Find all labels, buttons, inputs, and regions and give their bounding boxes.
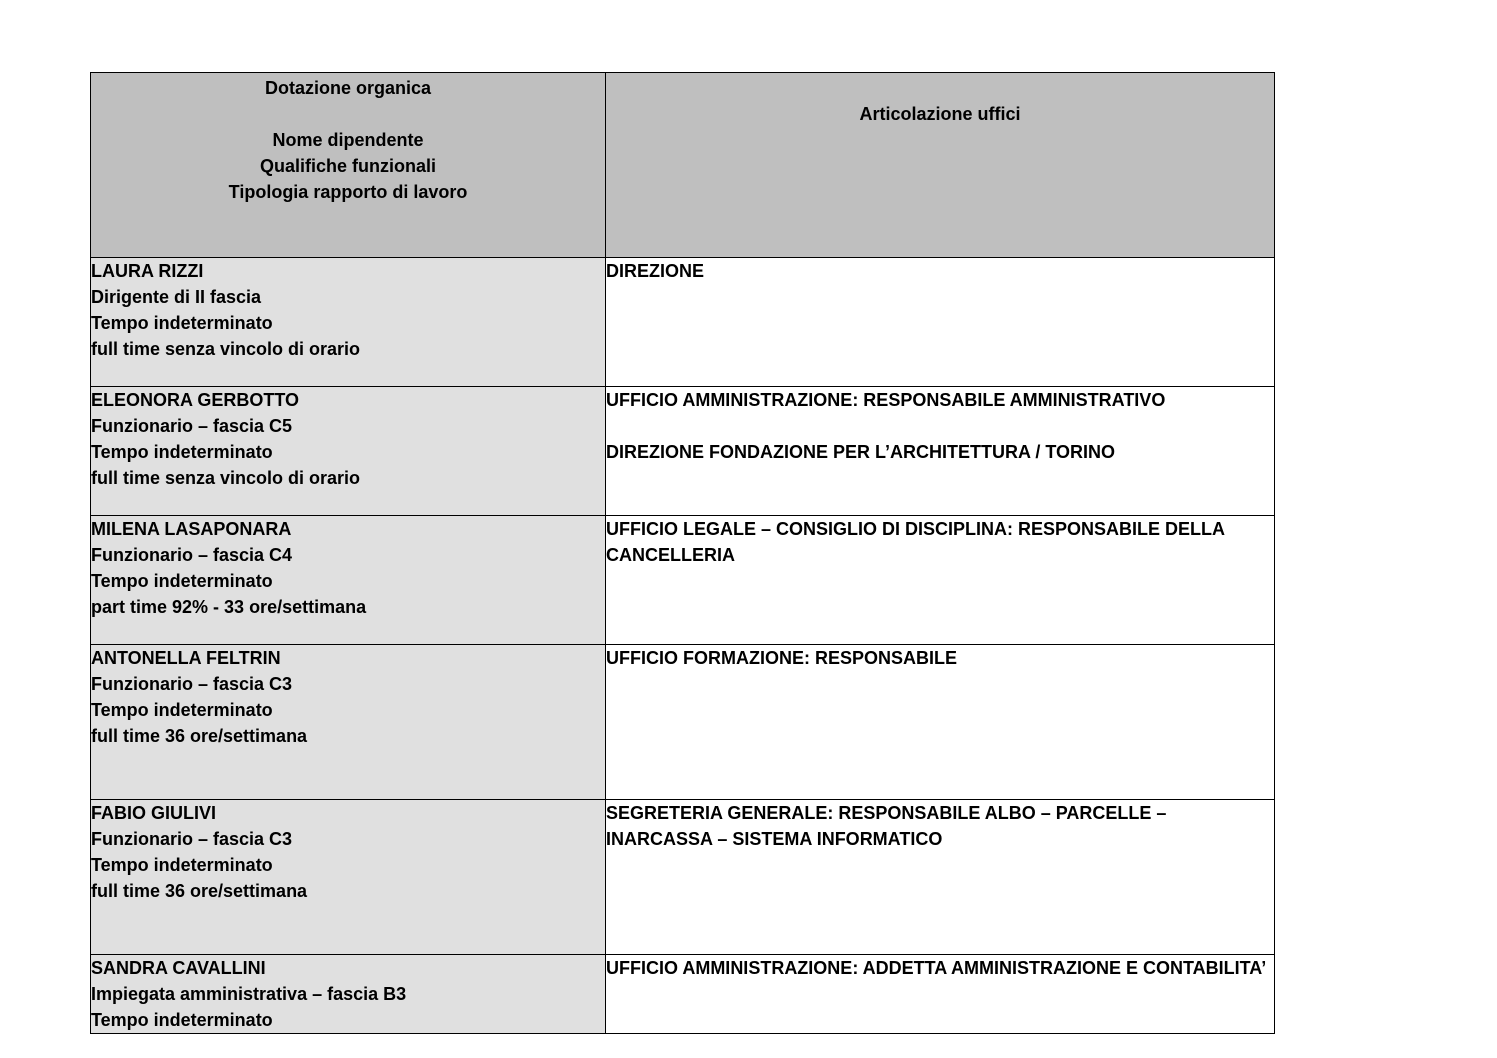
office-text: UFFICIO LEGALE – CONSIGLIO DI DISCIPLINA: RESPONSABILE DELLA CANCELLERIA bbox=[606, 519, 1225, 565]
employee-qualifica: Impiegata amministrativa – fascia B3 bbox=[91, 984, 407, 1004]
office-cell bbox=[606, 516, 1275, 645]
employee-orario: part time 92% - 33 ore/settimana bbox=[91, 597, 367, 617]
office-text: SEGRETERIA GENERALE: RESPONSABILE ALBO – PARCELLE – INARCASSA – SISTEMA INFORMATICO bbox=[606, 803, 1167, 849]
employee-cell bbox=[91, 258, 606, 387]
office-text: UFFICIO AMMINISTRAZIONE: ADDETTA AMMINISTRAZIONE E CONTABILITA’ bbox=[606, 958, 1267, 978]
employee-qualifica: Dirigente di II fascia bbox=[91, 287, 262, 307]
office-cell bbox=[606, 645, 1275, 800]
employee-name: LAURA RIZZI bbox=[91, 261, 204, 281]
employee-qualifica: Funzionario – fascia C3 bbox=[91, 829, 293, 849]
employee-qualifica: Funzionario – fascia C4 bbox=[91, 545, 293, 565]
table-row bbox=[91, 516, 1275, 645]
header-col1-line3: Tipologia rapporto di lavoro bbox=[228, 182, 468, 202]
header-dotazione-organica bbox=[91, 73, 606, 258]
office-cell bbox=[606, 258, 1275, 387]
employee-name: ELEONORA GERBOTTO bbox=[91, 390, 300, 410]
employee-name: ANTONELLA FELTRIN bbox=[91, 648, 281, 668]
header-articolazione-uffici bbox=[606, 73, 1275, 258]
table-row bbox=[91, 387, 1275, 516]
table-header-row bbox=[91, 73, 1275, 258]
employee-cell bbox=[91, 800, 606, 955]
employee-tempo: Tempo indeterminato bbox=[91, 571, 273, 591]
employee-tempo: Tempo indeterminato bbox=[91, 855, 273, 875]
header-col1-title: Dotazione organica bbox=[264, 78, 432, 98]
employee-orario: full time senza vincolo di orario bbox=[91, 468, 361, 488]
office-text: UFFICIO AMMINISTRAZIONE: RESPONSABILE AMMINISTRATIVO bbox=[606, 390, 1166, 410]
employee-qualifica: Funzionario – fascia C3 bbox=[91, 674, 293, 694]
header-col1-line2: Qualifiche funzionali bbox=[259, 156, 436, 176]
employee-qualifica: Funzionario – fascia C5 bbox=[91, 416, 293, 436]
table-row bbox=[91, 955, 1275, 1034]
employee-cell bbox=[91, 645, 606, 800]
table-row bbox=[91, 645, 1275, 800]
employee-name: SANDRA CAVALLINI bbox=[91, 958, 266, 978]
employee-tempo: Tempo indeterminato bbox=[91, 313, 273, 333]
office-text: UFFICIO FORMAZIONE: RESPONSABILE bbox=[606, 648, 957, 668]
employee-name: MILENA LASAPONARA bbox=[91, 519, 292, 539]
employee-tempo: Tempo indeterminato bbox=[91, 442, 273, 462]
employee-cell bbox=[91, 387, 606, 516]
office-cell bbox=[606, 387, 1275, 516]
employee-name: FABIO GIULIVI bbox=[91, 803, 217, 823]
employee-orario: full time senza vincolo di orario bbox=[91, 339, 361, 359]
office-cell bbox=[606, 955, 1275, 1034]
employee-orario: full time 36 ore/settimana bbox=[91, 726, 308, 746]
office-cell bbox=[606, 800, 1275, 955]
office-text: DIREZIONE FONDAZIONE PER L’ARCHITETTURA / TORINO bbox=[606, 442, 1116, 462]
header-col1-line1: Nome dipendente bbox=[272, 130, 424, 150]
employee-orario: full time 36 ore/settimana bbox=[91, 881, 308, 901]
table-row bbox=[91, 800, 1275, 955]
staff-table bbox=[90, 72, 1275, 1034]
office-text: DIREZIONE bbox=[606, 261, 705, 281]
employee-tempo: Tempo indeterminato bbox=[91, 700, 273, 720]
header-col2-title: Articolazione uffici bbox=[859, 104, 1021, 124]
table-row bbox=[91, 258, 1275, 387]
employee-tempo: Tempo indeterminato bbox=[91, 1010, 273, 1030]
employee-cell bbox=[91, 955, 606, 1034]
employee-cell bbox=[91, 516, 606, 645]
